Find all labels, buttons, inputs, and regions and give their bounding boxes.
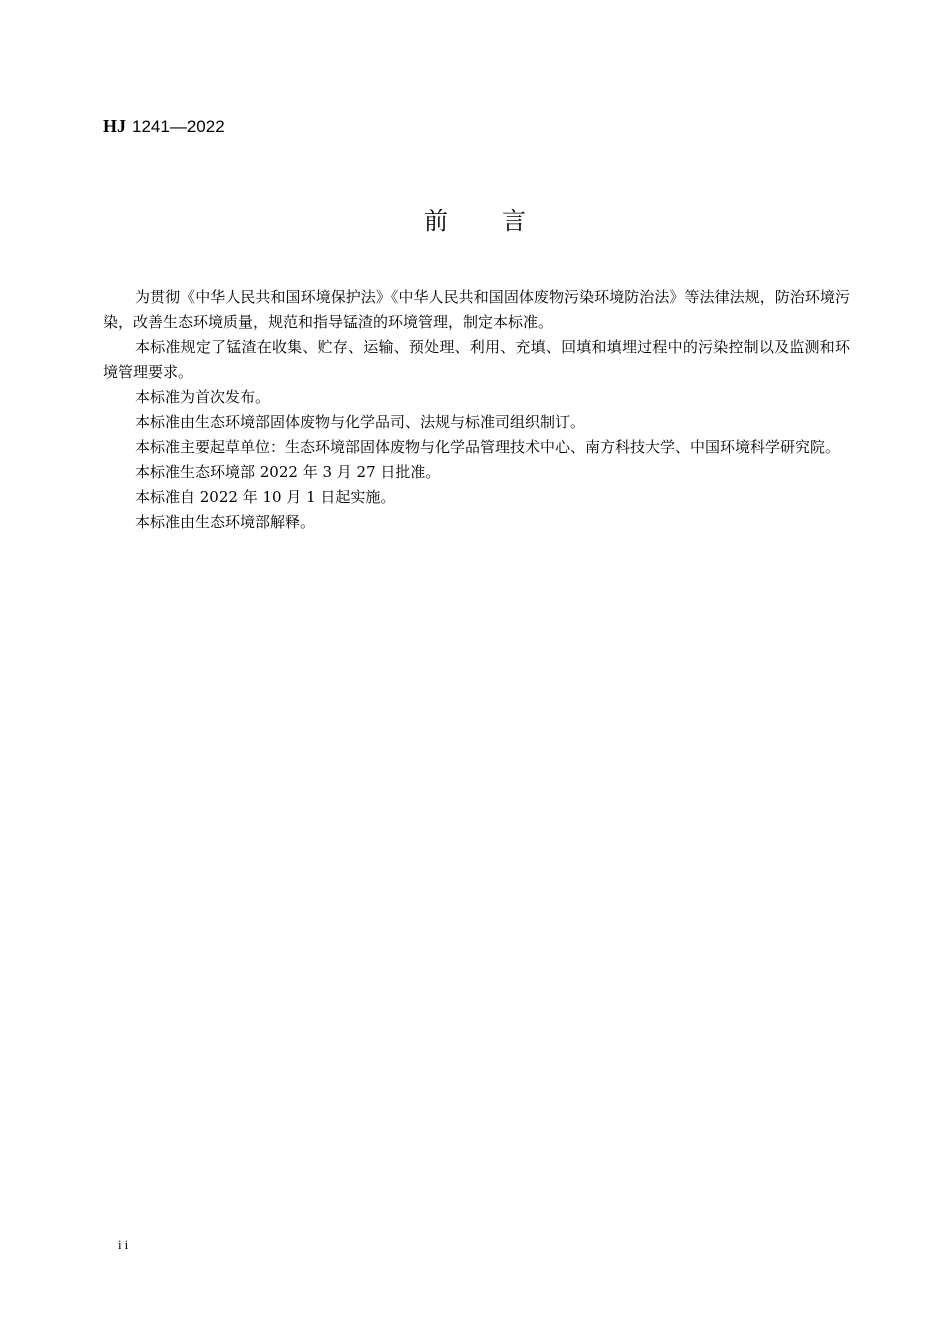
standard-code-number: 1241—2022	[132, 117, 225, 136]
page-number: ii	[118, 1237, 132, 1252]
paragraph-approval: 本标准生态环境部 2022 年 3 月 27 日批准。	[135, 463, 441, 481]
paragraph-scope: 本标准规定了锰渣在收集、贮存、运输、预处理、利用、充填、回填和填埋过程中的污染控制以及监测和环境管理要求。	[103, 338, 850, 381]
paragraph-purpose: 为贯彻《中华人民共和国环境保护法》《中华人民共和国固体废物污染环境防治法》等法律法规，防治环境污染，改善生态环境质量，规范和指导锰渣的环境管理，制定本标准。	[103, 288, 850, 331]
foreword-body	[103, 285, 850, 535]
paragraph-interpretation: 本标准由生态环境部解释。	[135, 513, 316, 531]
title-char-2: 言	[502, 207, 528, 235]
page-title	[0, 203, 950, 239]
paragraph-effective-date: 本标准自 2022 年 10 月 1 日起实施。	[135, 488, 396, 506]
standard-code	[103, 115, 225, 138]
paragraph-first-release: 本标准为首次发布。	[135, 388, 271, 406]
standard-code-prefix: HJ	[103, 116, 127, 136]
paragraph-organizer: 本标准由生态环境部固体废物与化学品司、法规与标准司组织制订。	[135, 413, 586, 431]
paragraph-drafters: 本标准主要起草单位：生态环境部固体废物与化学品管理技术中心、南方科技大学、中国环境科学研究院。	[135, 438, 841, 456]
title-char-1: 前	[424, 207, 450, 235]
